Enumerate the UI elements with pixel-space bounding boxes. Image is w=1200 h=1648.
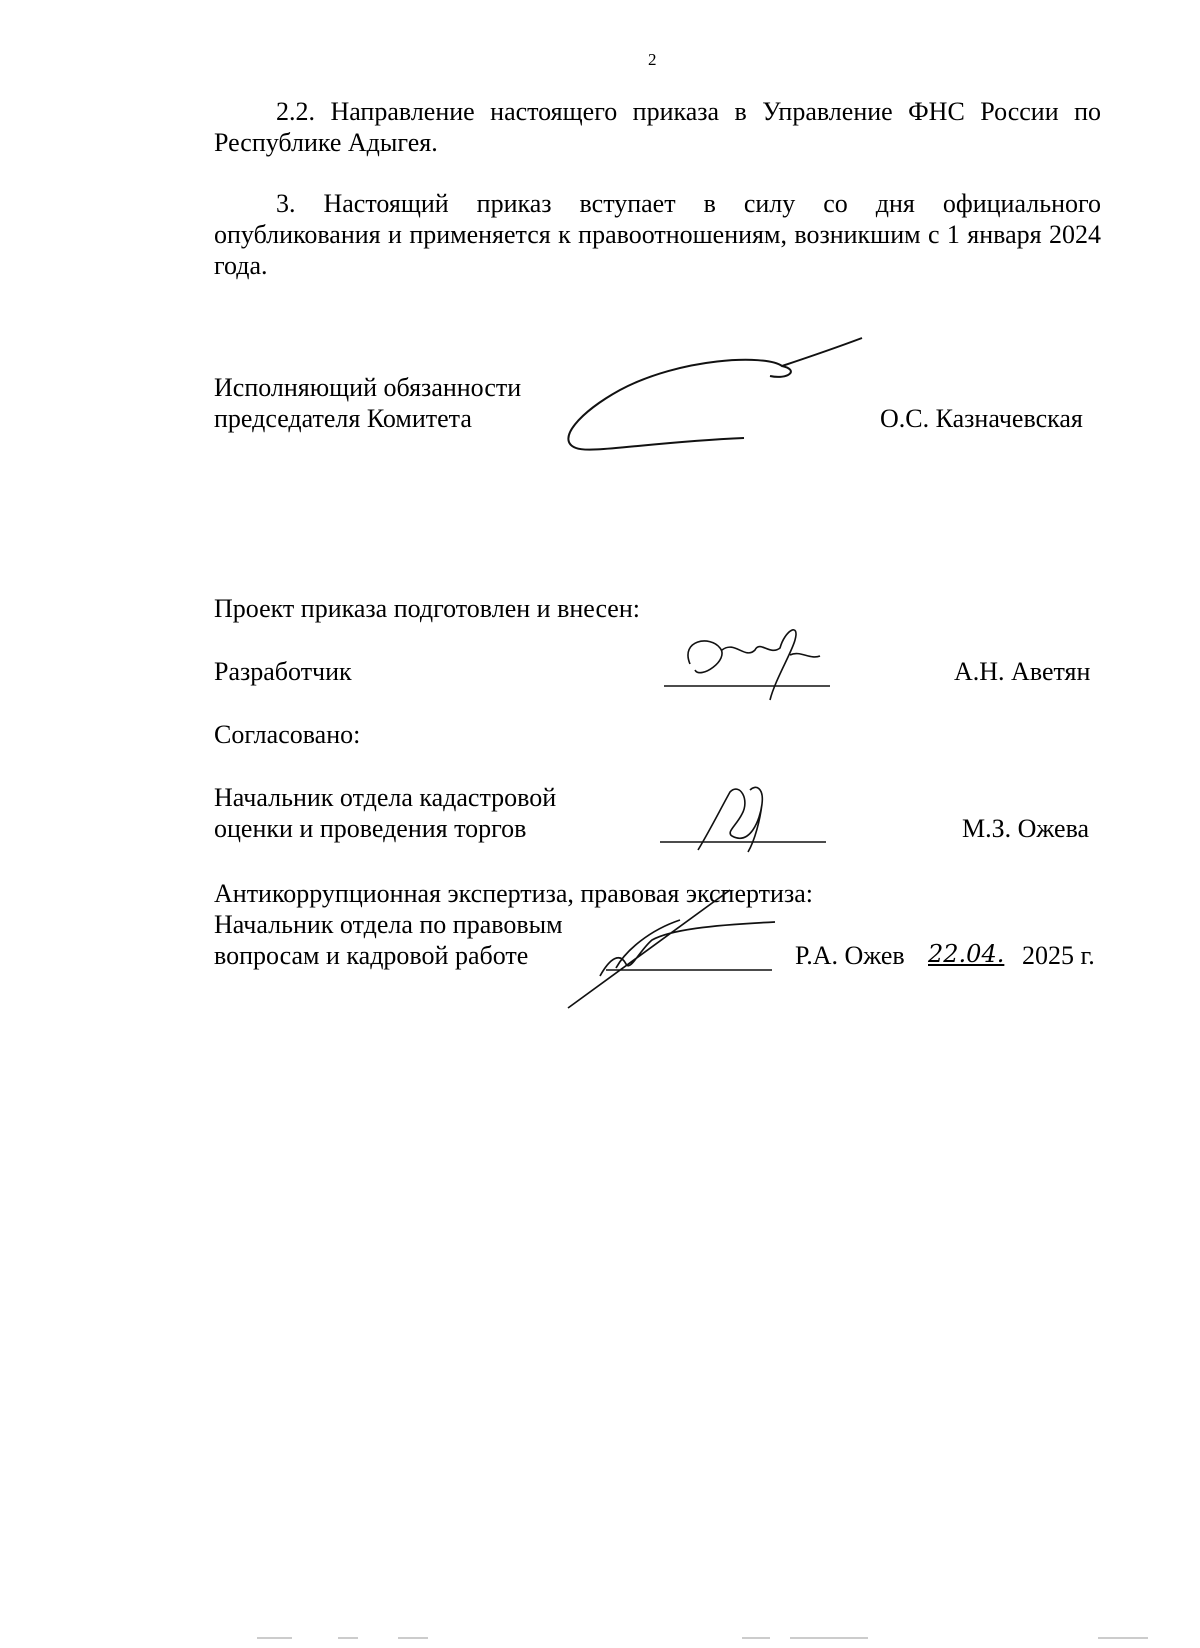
agreed-name: М.З. Ожева xyxy=(962,814,1090,843)
page-number: 2 xyxy=(648,50,657,69)
expertise-role-line1: Начальник отдела по правовым xyxy=(214,910,563,939)
handwritten-date: 22.04. xyxy=(928,940,1005,968)
paragraph-3: 3. Настоящий приказ вступает в силу со дня официального опубликования и применяется к правоотношениям, возникшим с 1 января 2024 года. xyxy=(214,189,1101,280)
paragraph-2-2: 2.2. Направление настоящего приказа в Управление ФНС России по Республике Адыгея. xyxy=(214,97,1101,157)
agreed-role-line2: оценки и проведения торгов xyxy=(214,814,527,843)
project-heading: Проект приказа подготовлен и внесен: xyxy=(214,594,640,623)
developer-role: Разработчик xyxy=(214,657,352,686)
expertise-name: Р.А. Ожев xyxy=(795,941,905,970)
developer-name: А.Н. Аветян xyxy=(954,657,1091,686)
expertise-heading: Антикоррупционная экспертиза, правовая экспертиза: xyxy=(214,879,813,908)
acting-title-line1: Исполняющий обязанности xyxy=(214,373,522,402)
agreed-role-line1: Начальник отдела кадастровой xyxy=(214,783,557,812)
acting-title-line2: председателя Комитета xyxy=(214,404,472,433)
agreed-heading: Согласовано: xyxy=(214,720,361,749)
expertise-role-line2: вопросам и кадровой работе xyxy=(214,941,529,970)
expertise-year: 2025 г. xyxy=(1022,941,1095,970)
acting-name: О.С. Казначевская xyxy=(880,404,1083,433)
